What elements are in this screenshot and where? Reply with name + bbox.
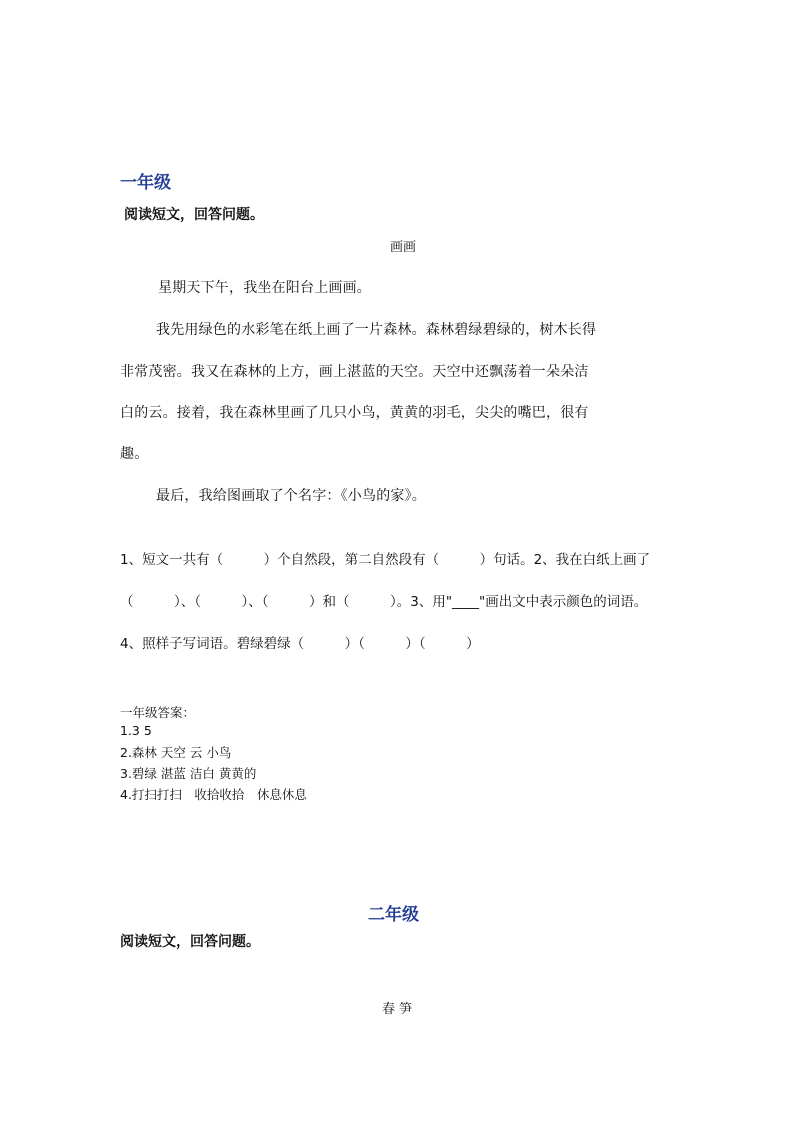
paragraph-line: 非常茂密。我又在森林的上方，画上湛蓝的天空。天空中还飘荡着一朵朵洁 (120, 364, 589, 380)
question-line: 4、照样子写词语。碧绿碧绿（ ）（ ）（ ） (120, 636, 480, 652)
grade1-story-title: 画画 (390, 240, 417, 255)
paragraph-line: 星期天下午，我坐在阳台上画画。 (158, 280, 371, 296)
answer-line: 4.打扫打扫 收拾收拾 休息休息 (120, 787, 307, 802)
question-line: 1、短文一共有（ ）个自然段，第二自然段有（ ）句话。2、我在白纸上画了 (120, 552, 651, 568)
paragraph-line: 趣。 (120, 446, 149, 462)
question-line: （ ）、（ ）、（ ）和（ ）。3、用"____"画出文中表示颜色的词语。 (120, 594, 648, 610)
answer-line: 3.碧绿 湛蓝 洁白 黄黄的 (120, 766, 257, 781)
grade1-instruction: 阅读短文，回答问题。 (124, 207, 264, 223)
answer-line: 1.3 5 (120, 723, 152, 738)
grade2-instruction: 阅读短文，回答问题。 (120, 934, 260, 950)
grade1-title: 一年级 (120, 173, 171, 193)
grade2-story-title: 春 笋 (382, 1002, 413, 1017)
answer-line: 2.森林 天空 云 小鸟 (120, 745, 232, 760)
grade2-title: 二年级 (368, 905, 419, 925)
paragraph-line: 我先用绿色的水彩笔在纸上画了一片森林。森林碧绿碧绿的，树木长得 (156, 322, 597, 338)
paragraph-line: 最后，我给图画取了个名字：《小鸟的家》。 (156, 488, 426, 504)
paragraph-line: 白的云。接着，我在森林里画了几只小鸟，黄黄的羽毛，尖尖的嘴巴，很有 (120, 405, 589, 421)
answers-title: 一年级答案： (120, 705, 196, 720)
